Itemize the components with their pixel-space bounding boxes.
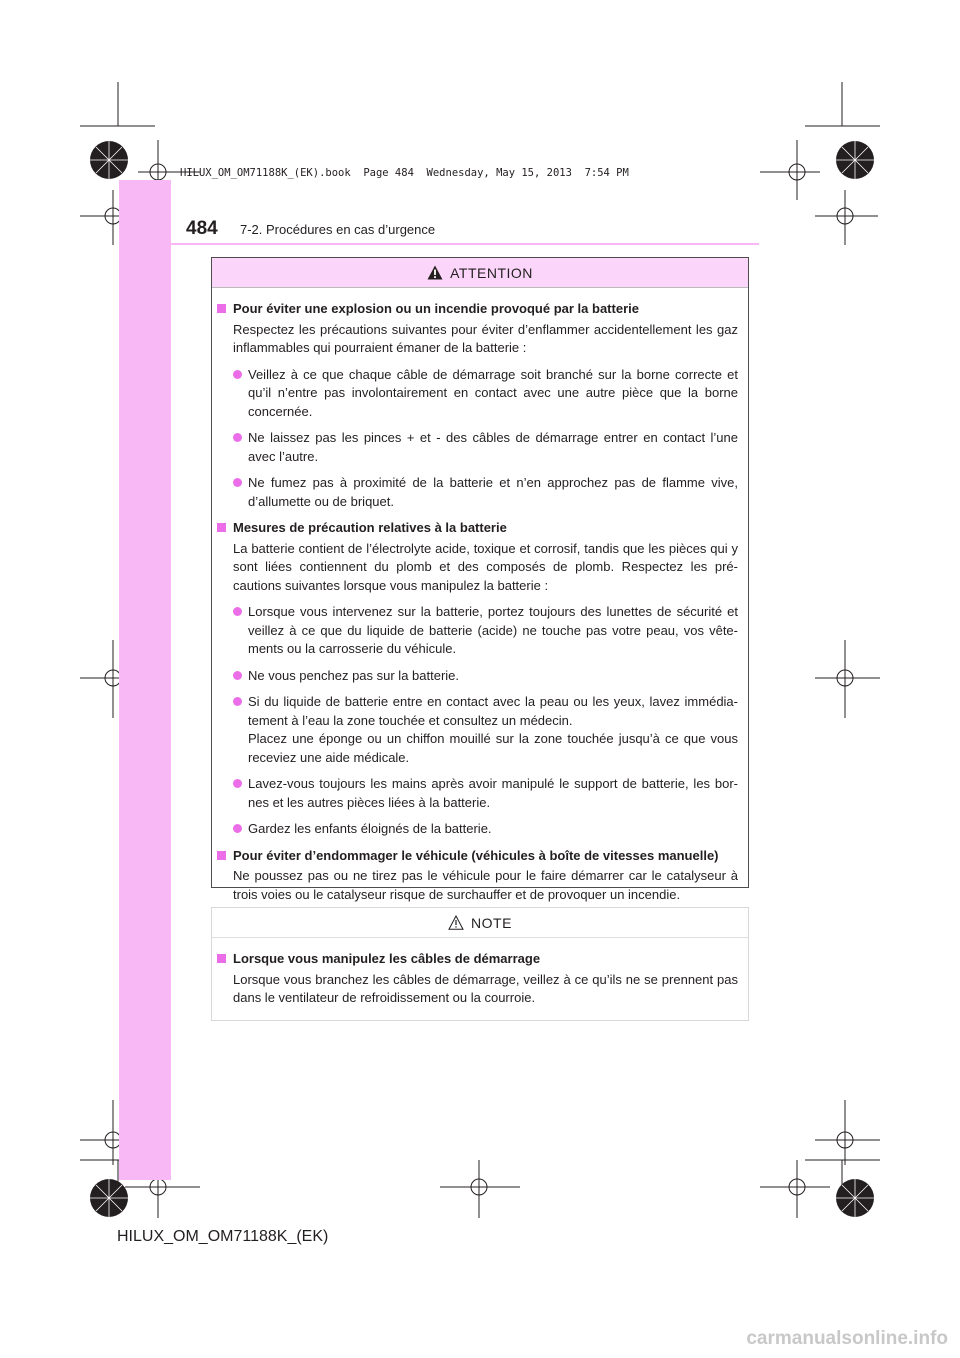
list-item: Ne laissez pas les pinces + et - des câbles de démarrage entrer en contact l’une avec l’autre. [233,429,738,466]
round-bullet-icon [233,478,242,487]
square-bullet-icon [217,851,226,860]
paragraph: Respectez les précautions suivantes pour éviter d’enflammer accidentellement les gaz inflammables qui pourraient émaner de la batterie : [233,321,738,355]
section-heading: Pour éviter une explosion ou un incendie provoqué par la batterie [216,300,738,319]
list-item: Lorsque vous intervenez sur la batterie, portez toujours des lunettes de sécurité et veillez à ce que du liquide de batterie (acide) ne touche pas votre peau, vos vête-ments ou la carrosserie du véhicule. [233,603,738,659]
round-bullet-icon [233,824,242,833]
section-title: 7-2. Procédures en cas d’urgence [240,222,436,237]
round-bullet-icon [233,671,242,680]
paragraph: Ne poussez pas ou ne tirez pas le véhicule pour le faire démarrer car le catalyseur à trois voies ou le catalyseur risque de surchauffer et de provoquer un incendie. [233,868,738,902]
page-number: 484 [186,218,218,239]
round-bullet-icon [233,697,242,706]
note-box [211,907,749,1021]
list-item: Ne vous penchez pas sur la batterie. [233,667,738,686]
paragraph: Lorsque vous branchez les câbles de démarrage, veillez à ce qu’ils ne se prennent pas dans le ventilateur de refroidissement ou la courroie. [233,971,738,1005]
round-bullet-icon [233,779,242,788]
list-item: Gardez les enfants éloignés de la batterie. [233,820,738,839]
note-title: NOTE [471,914,512,931]
note-header [212,908,748,938]
square-bullet-icon [217,304,226,313]
book-info-line: HILUX_OM_OM71188K_(EK).book Page 484 Wednesday, May 15, 2013 7:54 PM [180,167,629,179]
attention-body [212,288,748,904]
caution-outline-triangle-icon [448,915,464,930]
note-body [212,938,748,1008]
chapter-tab-band [119,180,171,1180]
square-bullet-icon [217,954,226,963]
attention-header [212,258,748,288]
list-item: Lavez-vous toujours les mains après avoir manipulé le support de batterie, les bor-nes et les autres pièces liées à la batterie. [233,775,738,812]
list-item: Si du liquide de batterie entre en contact avec la peau ou les yeux, lavez immédia-tement à l’eau la zone touchée et consultez un médecin. Placez une éponge ou un chiffon mouillé sur la zone touchée jusqu’à ce que vous receviez une aide médicale. [233,693,738,767]
section-heading: Mesures de précaution relatives à la batterie [216,519,738,538]
list-item: Ne fumez pas à proximité de la batterie et n’en approchez pas de flamme vive, d’allumette ou de briquet. [233,474,738,511]
round-bullet-icon [233,607,242,616]
attention-title: ATTENTION [450,264,533,281]
round-bullet-icon [233,370,242,379]
attention-box [211,257,749,902]
document-id: HILUX_OM_OM71188K_(EK) [117,1228,329,1245]
round-bullet-icon [233,433,242,442]
square-bullet-icon [217,523,226,532]
header-rule [119,243,759,245]
list-item: Veillez à ce que chaque câble de démarrage soit branché sur la borne correcte et qu’il n’entre pas involontairement en contact avec une autre pièce que la borne concernée. [233,366,738,422]
paragraph: La batterie contient de l’électrolyte acide, toxique et corrosif, tandis que les pièces qui y sont liées contiennent du plomb et des composés de plomb. Respectez les pré-cautions suivantes lorsque vous manipulez la batterie : [233,540,738,593]
section-heading: Pour éviter d’endommager le véhicule (véhicules à boîte de vitesses manuelle) [216,847,738,866]
warning-triangle-icon [427,265,443,280]
watermark: carmanualsonline.info [746,1328,948,1349]
section-heading: Lorsque vous manipulez les câbles de démarrage [216,950,738,969]
